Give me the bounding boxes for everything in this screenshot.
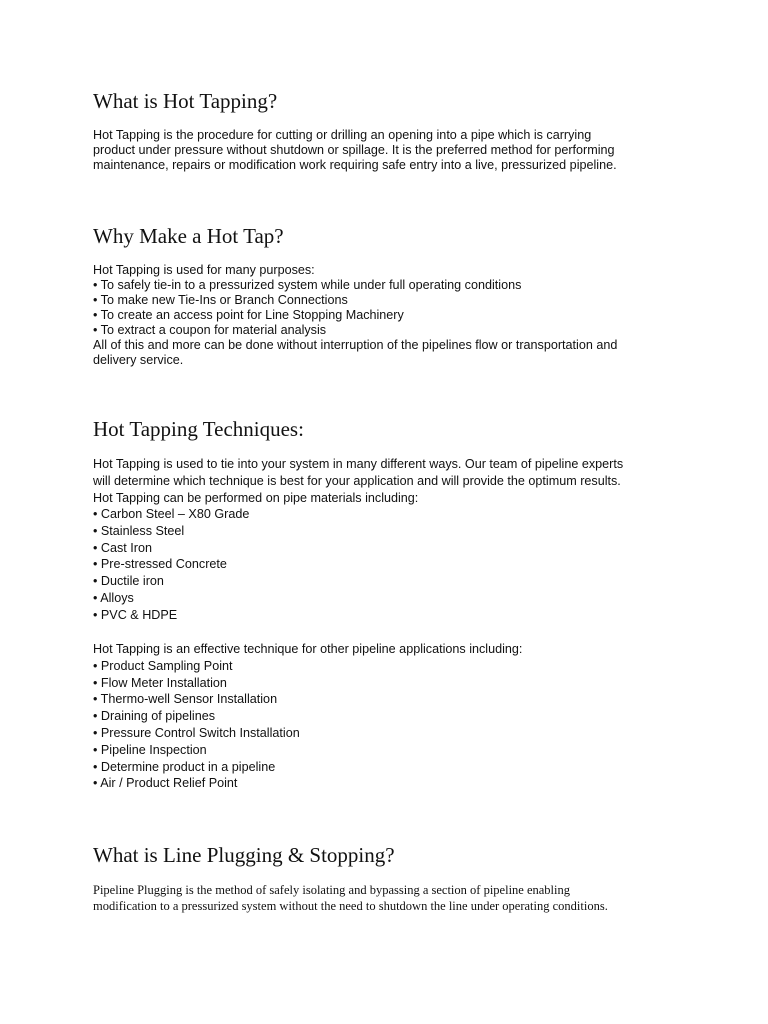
list-item: • Determine product in a pipeline [93, 759, 276, 774]
list-item: • Ductile iron [93, 574, 164, 589]
text-line: delivery service. [93, 353, 184, 367]
list-item: • To make new Tie-Ins or Branch Connections [93, 293, 348, 307]
heading-why-make-hot-tap: Why Make a Hot Tap? [93, 224, 284, 248]
list-item: • Carbon Steel – X80 Grade [93, 507, 250, 521]
text-line: Hot Tapping can be performed on pipe materials including: [93, 490, 419, 505]
text-line: Hot Tapping is used to tie into your system in many different ways. Our team of pipeline experts [93, 457, 624, 471]
list-item: • Thermo-well Sensor Installation [93, 692, 278, 707]
list-item: • Product Sampling Point [93, 658, 233, 673]
list-item: • To extract a coupon for material analysis [93, 323, 327, 337]
heading-hot-tapping-techniques: Hot Tapping Techniques: [93, 417, 304, 441]
paragraph-line-plugging [93, 883, 693, 914]
text-line: Pipeline Plugging is the method of safely isolating and bypassing a section of pipeline enabling [93, 883, 571, 897]
text-line: Hot Tapping is used for many purposes: [93, 263, 315, 277]
text-line: will determine which technique is best for your application and will provide the optimum results. [93, 473, 621, 488]
text-line: Hot Tapping is the procedure for cutting or drilling an opening into a pipe which is carrying [93, 128, 592, 142]
list-item: • Pipeline Inspection [93, 742, 207, 757]
paragraph-techniques-intro [93, 456, 693, 506]
text-line: product under pressure without shutdown or spillage. It is the preferred method for performing [93, 143, 615, 157]
list-item: • PVC & HDPE [93, 607, 178, 622]
paragraph-hot-tap-purposes [93, 263, 693, 368]
list-item: • Air / Product Relief Point [93, 776, 238, 791]
list-item: • Draining of pipelines [93, 709, 216, 724]
list-item: • Stainless Steel [93, 523, 185, 538]
text-line: Hot Tapping is an effective technique for other pipeline applications including: [93, 642, 523, 656]
list-item: • To safely tie-in to a pressurized system while under full operating conditions [93, 278, 522, 292]
heading-line-plugging-stopping: What is Line Plugging & Stopping? [93, 843, 395, 867]
list-item: • Alloys [93, 590, 134, 605]
list-item: • To create an access point for Line Stopping Machinery [93, 308, 404, 322]
text-line: All of this and more can be done without interruption of the pipelines flow or transportation and [93, 338, 618, 352]
list-item: • Cast Iron [93, 540, 153, 555]
list-pipe-materials [93, 506, 693, 624]
list-item: • Pre-stressed Concrete [93, 557, 227, 572]
text-line: maintenance, repairs or modification work requiring safe entry into a live, pressurized pipeline. [93, 158, 617, 172]
text-line: modification to a pressurized system without the need to shutdown the line under operating conditions. [93, 898, 608, 913]
heading-what-is-hot-tapping: What is Hot Tapping? [93, 89, 278, 113]
list-item: • Flow Meter Installation [93, 675, 227, 690]
list-pipeline-applications [93, 641, 693, 792]
paragraph-hot-tapping-definition [93, 128, 693, 173]
list-item: • Pressure Control Switch Installation [93, 725, 300, 740]
